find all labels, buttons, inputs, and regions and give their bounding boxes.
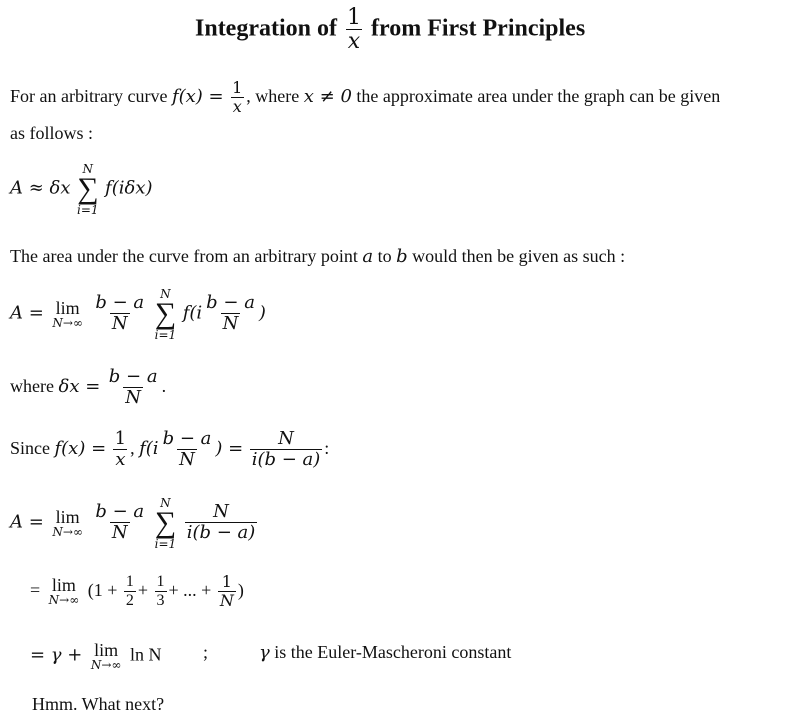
limit: lim N→∞ (90, 640, 122, 672)
intro-line-1: For an arbitrary curve f(x) = $\frac{1}{x}$ , where x ≠ 0 the approximate area under the graph can be given (10, 78, 721, 116)
equation-riemann-limit: A = lim N→∞ $\frac{b - a}{N}$ N ∑ i=1 f(i $\frac{b - a}{N}$ ) (10, 287, 266, 342)
summation: N ∑ i=1 (154, 496, 177, 551)
equation-substituted-limit: A = lim N→∞ $\frac{b - a}{N}$ N ∑ i=1 $\frac{N}{i(b - a)}$ (10, 496, 256, 551)
title-fraction: $\frac{1}{x}$ (346, 5, 361, 55)
title-prefix: Integration of (195, 15, 337, 42)
since-statement: Since f(x) = $\frac{1}{x}$ , f(i $\frac{b - a}{N}$ ) = $\frac{N}{i(b - a)}$ : (10, 428, 330, 470)
title-suffix: from First Principles (370, 15, 586, 42)
equation-approx-area: A ≈ δx N ∑ i=1 f(iδx) (10, 162, 153, 217)
paragraph-area-a-to-b: The area under the curve from an arbitrary point a to b would then be given as such : (10, 246, 626, 267)
intro-condition: x ≠ 0 (303, 85, 352, 107)
intro-fx: f(x) = (171, 85, 224, 107)
summation: N ∑ i=1 (77, 162, 99, 217)
limit: lim N→∞ (52, 506, 83, 539)
definition-delta-x: where δx = $\frac{b - a}{N}$ . (10, 366, 167, 408)
limit: lim N→∞ (52, 297, 83, 330)
intro-line-2: as follows : (10, 123, 93, 143)
summation: N ∑ i=1 (154, 287, 177, 342)
page-title (195, 6, 585, 54)
limit: lim N→∞ (48, 575, 80, 608)
equation-harmonic-series: = lim N→∞ (1 + $\frac{1}{2}$ + $\frac{1}{3}$ + ... + $\frac{1}{N}$ ) (30, 572, 244, 610)
equation-euler-mascheroni: = γ + lim N→∞ ln N (30, 640, 162, 672)
equation-separator: ; (203, 642, 209, 662)
euler-mascheroni-note: γ is the Euler-Mascheroni constant (259, 642, 512, 663)
intro-fraction: $\frac{1}{x}$ (232, 78, 243, 116)
closing-question: Hmm. What next? (32, 694, 165, 714)
